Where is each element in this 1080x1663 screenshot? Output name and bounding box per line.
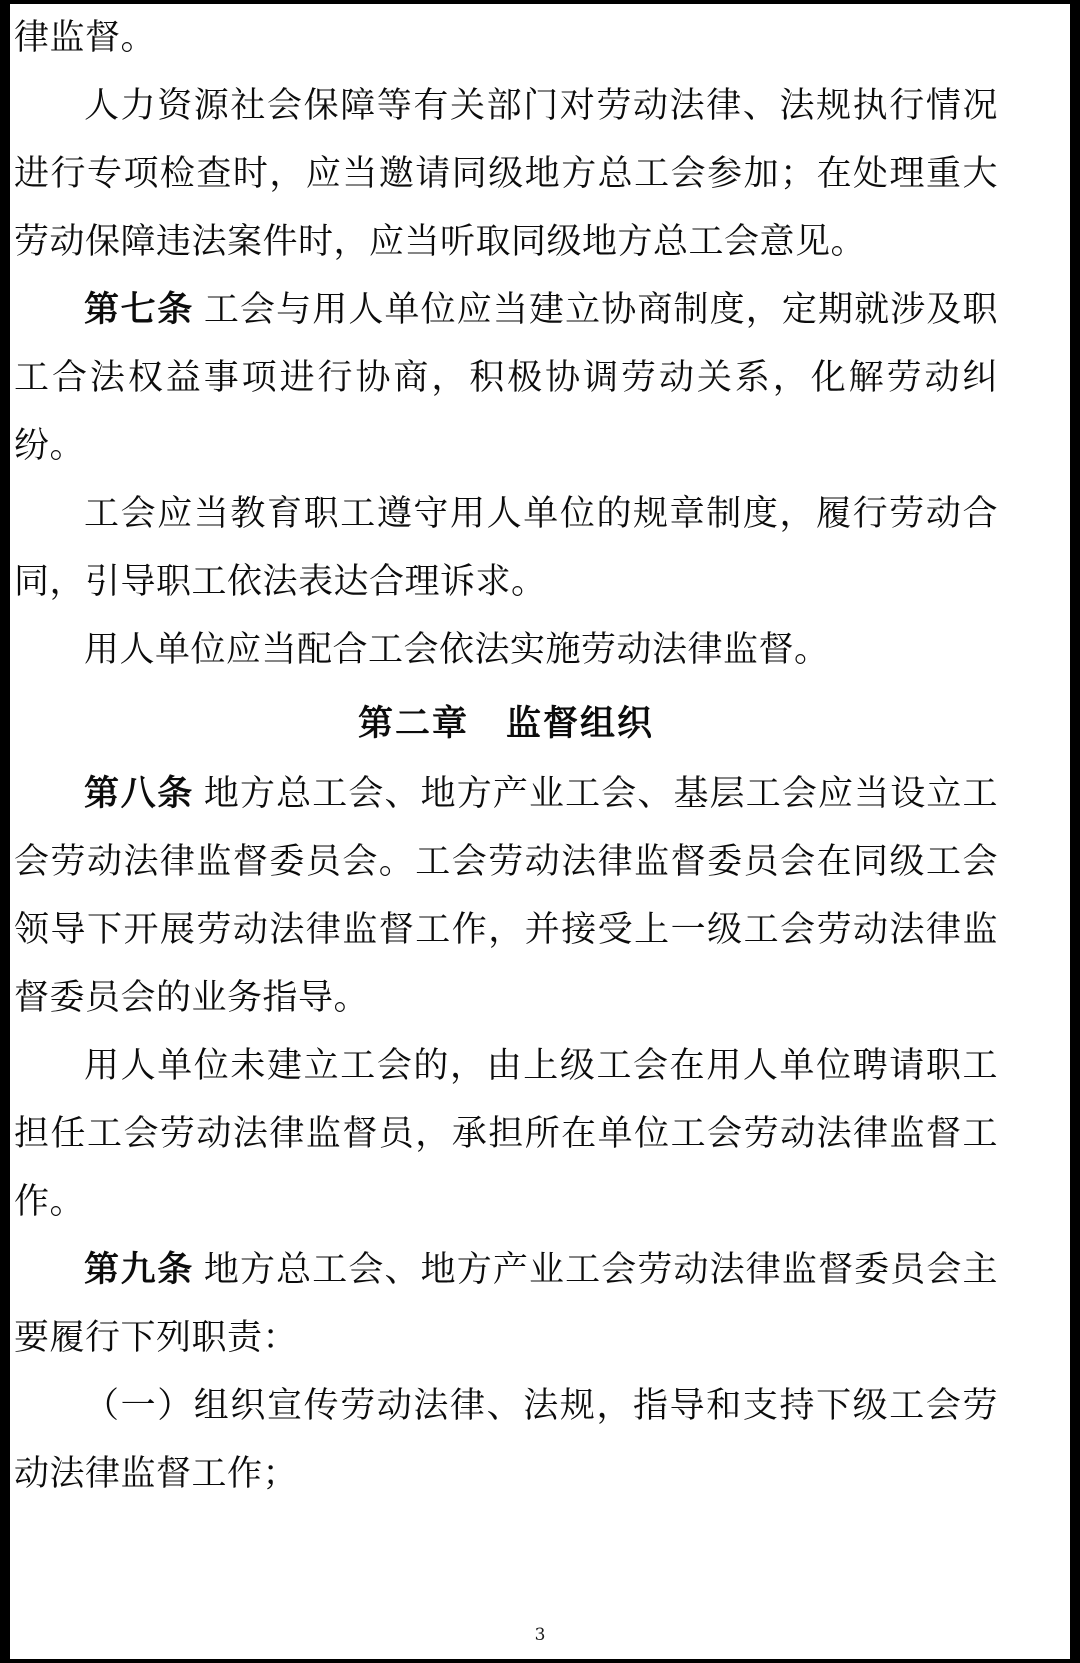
article-eight-label: 第八条 (84, 773, 194, 814)
article-seven-label: 第七条 (84, 289, 194, 330)
paragraph-education: 工会应当教育职工遵守用人单位的规章制度，履行劳动合同，引导职工依法表达合理诉求。 (14, 494, 998, 602)
article-nine (14, 1236, 998, 1372)
paragraph-human-resources: 人力资源社会保障等有关部门对劳动法律、法规执行情况进行专项检查时，应当邀请同级地方总工会参加；在处理重大劳动保障违法案件时，应当听取同级地方总工会意见。 (14, 86, 998, 262)
paragraph-no-union: 用人单位未建立工会的，由上级工会在用人单位聘请职工担任工会劳动法律监督员，承担所在单位工会劳动法律监督工作。 (14, 1046, 998, 1222)
page-content (10, 4, 1010, 1508)
paragraph-continued: 律监督。 (14, 18, 157, 58)
chapter-two-heading: 第二章 监督组织 (357, 703, 654, 744)
list-item-one: （一）组织宣传劳动法律、法规，指导和支持下级工会劳动法律监督工作； (14, 1386, 998, 1494)
paragraph-employer-cooperate: 用人单位应当配合工会依法实施劳动法律监督。 (84, 630, 830, 670)
article-seven (14, 276, 998, 480)
article-seven-text: 工会与用人单位应当建立协商制度，定期就涉及职工合法权益事项进行协商，积极协调劳动关系，化解劳动纠纷。 (14, 290, 998, 466)
article-eight-text: 地方总工会、地方产业工会、基层工会应当设立工会劳动法律监督委员会。工会劳动法律监督委员会在同级工会领导下开展劳动法律监督工作，并接受上一级工会劳动法律监督委员会的业务指导。 (14, 774, 998, 1018)
article-eight (14, 760, 998, 1032)
article-nine-label: 第九条 (84, 1249, 194, 1290)
page-number: 3 (534, 1625, 546, 1645)
article-nine-text: 地方总工会、地方产业工会劳动法律监督委员会主要履行下列职责： (14, 1250, 998, 1358)
